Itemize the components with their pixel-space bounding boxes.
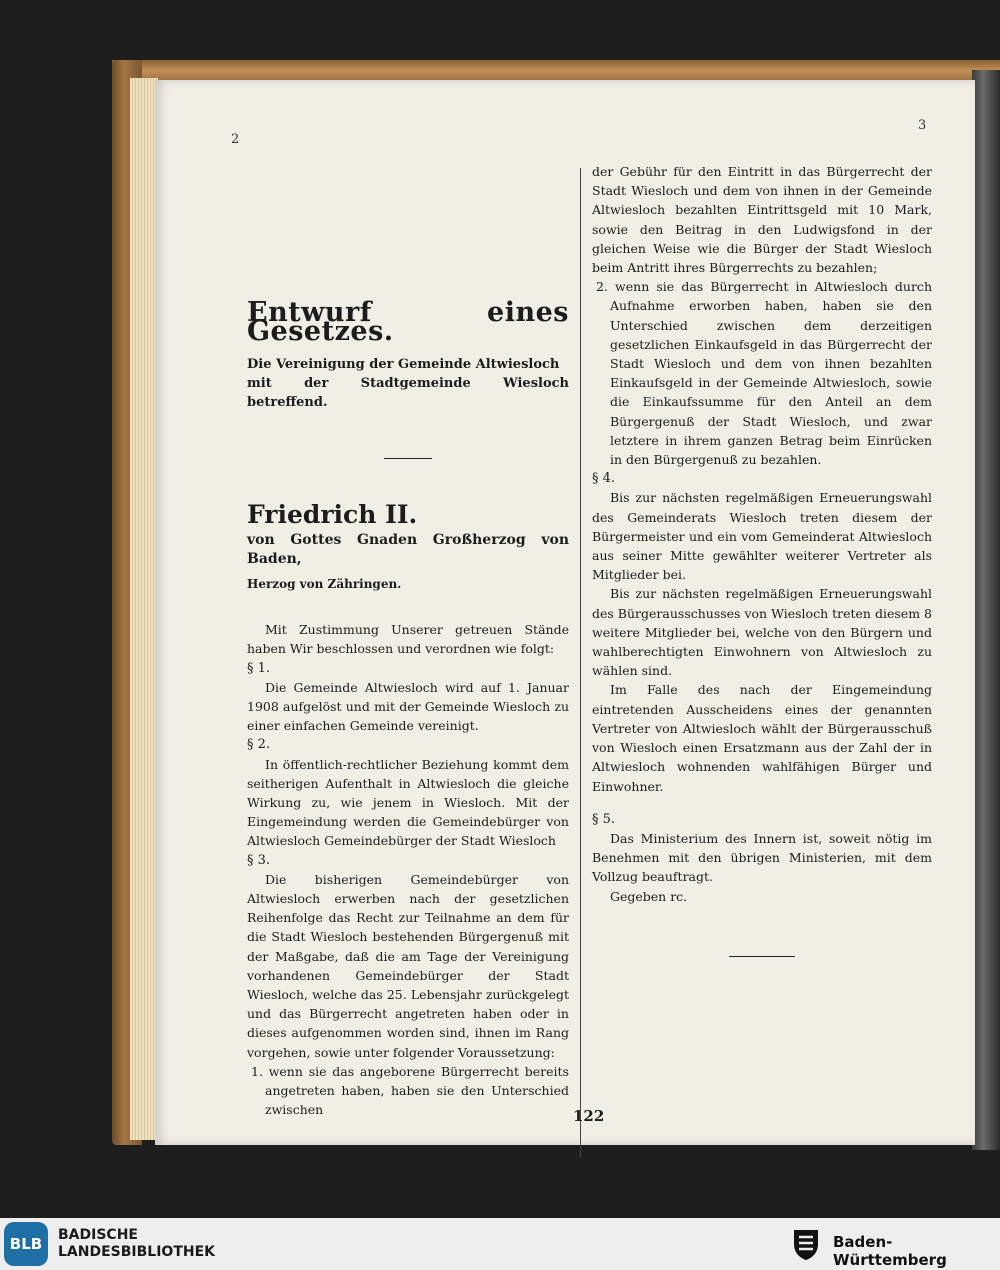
blb-logo-icon[interactable]: BLB [4, 1222, 48, 1266]
section-5-heading: § 5. [592, 811, 616, 827]
section-1-heading: § 1. [247, 660, 271, 676]
right-column [592, 162, 932, 957]
library-name-line-1: BADISCHE [58, 1227, 138, 1243]
closing-rule [729, 956, 795, 957]
section-4-para-3: Im Falle des nach der Eingemeindung eintretenden Ausscheidens eines der genannten Vertreter von Altwiesloch wählt der Bürgerausschuß von Wiesloch einen Ersatzmann aus der Zahl der in Altwiesloch wohnenden wahlfähigen Bürger und Einwohner. [592, 682, 932, 794]
section-5-text: Das Ministerium des Innern ist, soweit nötig im Benehmen mit den übrigen Ministerien, mit dem Vollzug beauftragt. [592, 830, 932, 885]
section-3-item-1: 1. wenn sie das angeborene Bürgerrecht bereits angetreten haben, haben sie den Unterschied zwischen [251, 1063, 569, 1118]
page-number-right: 3 [918, 118, 927, 133]
law-title: Entwurf eines Gesetzes. [247, 297, 569, 348]
library-name[interactable] [58, 1227, 215, 1261]
item-1-continuation: der Gebühr für den Eintritt in das Bürgerrecht der Stadt Wiesloch und dem von ihnen in der Gemeinde Altwiesloch bezahlten Eintrittsgeld mit 10 Mark, sowie den Beitrag in den Ludwigsfond in der gleichen Weise wie die Bürger der Stadt Wiesloch beim Antritt ihres Bürgerrechts zu bezahlen; [592, 164, 932, 276]
sovereign-name: Friedrich II. [247, 500, 418, 530]
section-3-item-2: 2. wenn sie das Bürgerrecht in Altwiesloch durch Aufnahme erworben haben, haben sie den Unterschied zwischen dem derzeitigen gesetzlichen Einkaufsgeld in das Bürgerrecht der Stadt Wiesloch und dem von ihnen bezahlten Einkaufsgeld in der Gemeinde Altwiesloch, sowie die Einkaufssumme für den Anteil an dem Bürgergenuß der Stadt Wiesloch, und zwar letztere in ihrem ganzen Betrag beim Einrücken in den Bürgergenuß zu bezahlen. [596, 279, 932, 468]
library-name-line-2: LANDESBIBLIOTHEK [58, 1244, 216, 1260]
page-edges [130, 78, 158, 1140]
section-2-text: In öffentlich-rechtlicher Beziehung kommt dem seitherigen Aufenthalt in Altwiesloch die gleiche Wirkung zu, wie jenem in Wiesloch. Mit der Eingemeindung werden die Gemeindebürger von Altwiesloch Gemeindebürger der Stadt Wiesloch [247, 756, 569, 849]
law-subtitle-1: Die Vereinigung der Gemeinde Altwiesloch [247, 357, 560, 373]
book-top-edge [112, 60, 1000, 82]
section-4-para-2: Bis zur nächsten regelmäßigen Erneuerungswahl des Bürgerausschusses von Wiesloch treten diesem 8 weitere Mitglieder bei, welche von den Bürgern und wahlberechtigten Einwohnern von Altwiesloch zu wählen sind. [592, 586, 932, 679]
section-3-text: Die bisherigen Gemeindebürger von Altwiesloch erwerben nach der gesetzlichen Reihenfolge das Recht zur Teilnahme an dem für die Stadt Wiesloch bestehenden Bürgergenuß mit der Maßgabe, daß die am Tage der Vereinigung vorhandenen Gemeindebürger der Stadt Wiesloch, welche das 25. Lebensjahr zurückgelegt und das Bürgerrecht angetreten haben oder in dieses aufgenommen worden sind, ihnen im Rang vorgehen, sowie unter folgender Voraussetzung: [247, 871, 569, 1060]
page-footer-number: 122 [573, 1107, 605, 1125]
section-3-heading: § 3. [247, 852, 271, 868]
book-right-edge [972, 70, 1000, 1150]
given-line: Gegeben rc. [610, 888, 688, 904]
law-subtitle-2: mit der Stadtgemeinde Wiesloch betreffend. [247, 376, 569, 411]
state-partner-label[interactable]: Baden-Württemberg [833, 1233, 947, 1269]
sovereign-title-2: Herzog von Zähringen. [247, 577, 402, 592]
book-page [155, 80, 975, 1145]
coat-of-arms-icon [790, 1226, 822, 1262]
left-column [247, 175, 569, 1120]
footer-bar [0, 1218, 1000, 1270]
section-4-heading: § 4. [592, 471, 616, 487]
sovereign-title-1: von Gottes Gnaden Großherzog von Baden, [247, 531, 569, 567]
section-4-para-1: Bis zur nächsten regelmäßigen Erneuerungswahl des Gemeinderats Wiesloch treten diesem der Bürgermeister und ein vom Gemeinderat Altwiesloch aus seiner Mitte gewählter weiterer Vertreter als Mitglieder bei. [592, 490, 932, 583]
page-number-left: 2 [231, 132, 240, 147]
preamble: Mit Zustimmung Unserer getreuen Stände haben Wir beschlossen und verordnen wie folgt: [247, 622, 569, 657]
section-1-text: Die Gemeinde Altwiesloch wird auf 1. Januar 1908 aufgelöst und mit der Gemeinde Wiesloch zu einer einfachen Gemeinde vereinigt. [247, 679, 569, 734]
column-divider [580, 168, 581, 1158]
section-2-heading: § 2. [247, 737, 271, 753]
